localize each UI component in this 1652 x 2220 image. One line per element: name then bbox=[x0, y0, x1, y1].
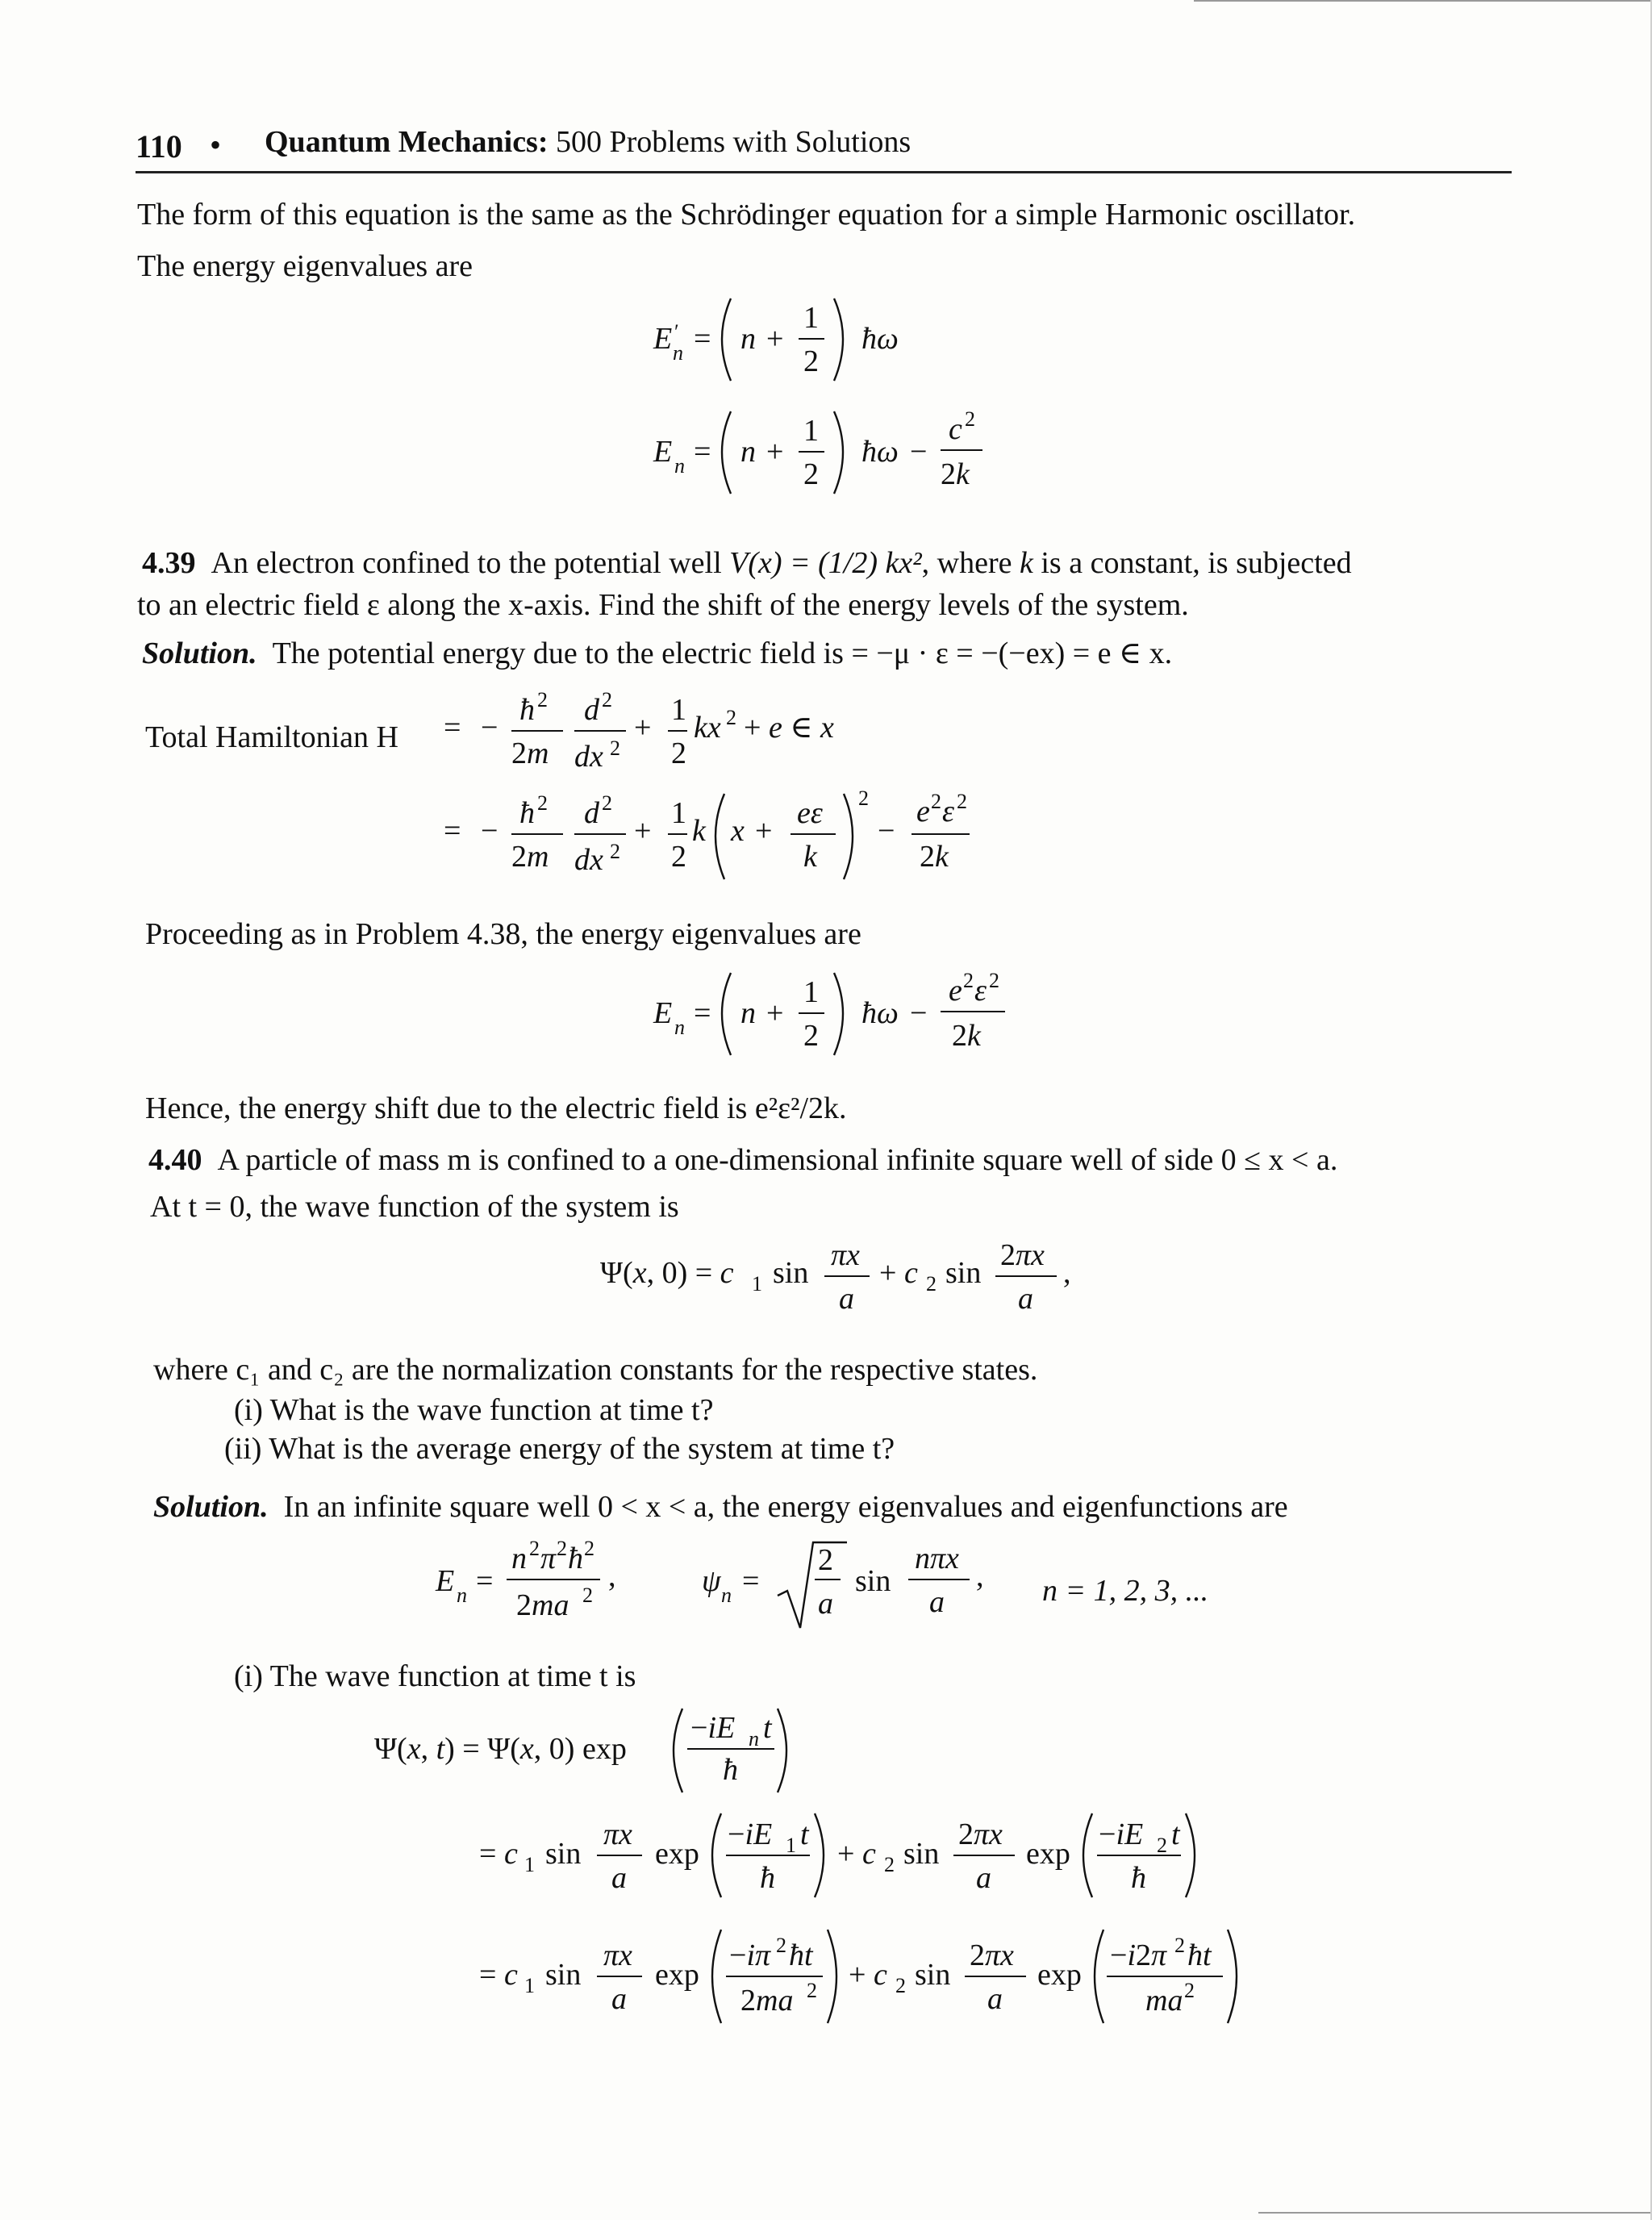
svg-text:ħ: ħ bbox=[519, 693, 535, 727]
svg-text:2: 2 bbox=[931, 790, 941, 813]
svg-text:n: n bbox=[740, 435, 756, 469]
problem-4-39-line-2: to an electric field ε along the x-axis. Find the shift of the energy levels of the system. bbox=[137, 588, 1189, 622]
energy-shift-line: Hence, the energy shift due to the electric field is e²ε²/2k. bbox=[145, 1091, 847, 1125]
svg-text:nπx: nπx bbox=[915, 1542, 959, 1575]
svg-text:1: 1 bbox=[803, 414, 819, 448]
svg-text:ψ: ψ bbox=[702, 1564, 721, 1598]
problem-number: 4.39 bbox=[142, 546, 196, 580]
svg-text:2: 2 bbox=[884, 1853, 895, 1876]
svg-text:sin: sin bbox=[773, 1256, 809, 1290]
svg-text:1: 1 bbox=[671, 693, 686, 727]
svg-text:n: n bbox=[749, 1727, 759, 1751]
solution-label: Solution. bbox=[142, 636, 257, 670]
equation-psi-t-3 bbox=[476, 1923, 1283, 2028]
svg-text:n: n bbox=[674, 454, 685, 478]
svg-text:e: e bbox=[916, 795, 930, 828]
equation-psi-t-2 bbox=[476, 1807, 1218, 1904]
svg-text:2m: 2m bbox=[511, 840, 549, 874]
running-header bbox=[136, 121, 1512, 177]
svg-text:2ma: 2ma bbox=[516, 1588, 569, 1622]
svg-text:2: 2 bbox=[803, 457, 819, 491]
svg-text:n: n bbox=[674, 1016, 685, 1039]
svg-text:2: 2 bbox=[807, 1979, 817, 2002]
intro-line-2: The energy eigenvalues are bbox=[137, 249, 473, 283]
svg-text:d: d bbox=[584, 796, 599, 830]
svg-text:n: n bbox=[740, 996, 756, 1030]
svg-text:a: a bbox=[818, 1587, 833, 1621]
svg-text:2: 2 bbox=[671, 840, 686, 874]
svg-text:a: a bbox=[987, 1982, 1003, 2016]
svg-text:exp: exp bbox=[655, 1958, 699, 1992]
svg-text:,: , bbox=[976, 1559, 984, 1593]
potential-formula: V(x) = (1/2) kx² bbox=[729, 546, 922, 580]
svg-text:+ c: + c bbox=[849, 1958, 887, 1992]
svg-text:2: 2 bbox=[803, 344, 819, 378]
svg-text:n: n bbox=[740, 322, 756, 356]
svg-text:2k: 2k bbox=[920, 840, 949, 874]
svg-text:2: 2 bbox=[803, 1019, 819, 1053]
svg-text:−i2π: −i2π bbox=[1110, 1938, 1167, 1972]
svg-text:a: a bbox=[611, 1982, 627, 2016]
svg-text:=: = bbox=[476, 1564, 494, 1598]
svg-text:2: 2 bbox=[926, 1272, 937, 1296]
svg-text:2ma: 2ma bbox=[740, 1984, 794, 2018]
svg-text:2: 2 bbox=[858, 787, 869, 810]
svg-text:sin: sin bbox=[545, 1958, 582, 1992]
solution-4-39: Solution. The potential energy due to the electric field is = −μ · ε = −(−ex) = e ∈ x. bbox=[142, 636, 1173, 670]
svg-text:2: 2 bbox=[671, 737, 686, 770]
scan-edge-top bbox=[1194, 0, 1652, 2]
svg-text:1: 1 bbox=[786, 1834, 796, 1857]
svg-text:2: 2 bbox=[965, 407, 975, 431]
svg-text:2: 2 bbox=[537, 688, 548, 711]
svg-text:ħω: ħω bbox=[861, 322, 899, 356]
svg-text:ħ: ħ bbox=[760, 1861, 775, 1895]
svg-text:=: = bbox=[742, 1564, 760, 1598]
svg-text:ħω: ħω bbox=[861, 435, 899, 469]
svg-text:+: + bbox=[766, 322, 784, 356]
svg-text:πx: πx bbox=[603, 1817, 632, 1851]
svg-text:=: = bbox=[694, 322, 711, 356]
svg-text:= c: = c bbox=[479, 1958, 518, 1992]
svg-text:a: a bbox=[1018, 1282, 1033, 1316]
svg-text:,: , bbox=[1063, 1256, 1071, 1290]
svg-text:ħω: ħω bbox=[861, 996, 899, 1030]
svg-text:n: n bbox=[457, 1584, 467, 1607]
equation-en-field bbox=[645, 965, 1032, 1070]
svg-text:2: 2 bbox=[963, 969, 974, 992]
header-bullet: • bbox=[210, 127, 222, 163]
svg-text:ħ: ħ bbox=[568, 1542, 583, 1575]
svg-text:−iE: −iE bbox=[690, 1711, 736, 1745]
part-i-line: (i) The wave function at time t is bbox=[234, 1659, 636, 1693]
svg-text:2: 2 bbox=[529, 1537, 540, 1560]
svg-text:2: 2 bbox=[557, 1537, 567, 1560]
svg-text:c: c bbox=[949, 412, 962, 446]
svg-text:1: 1 bbox=[524, 1853, 535, 1876]
svg-text:E: E bbox=[653, 435, 673, 469]
svg-text:ħt: ħt bbox=[1187, 1938, 1212, 1972]
svg-text:−: − bbox=[878, 814, 895, 848]
svg-text:sin: sin bbox=[915, 1958, 951, 1992]
svg-text:a: a bbox=[976, 1861, 991, 1895]
solution-4-40: Solution. In an infinite square well 0 < x < a, the energy eigenvalues and eigenfunctions are bbox=[153, 1490, 1288, 1524]
svg-text:2πx: 2πx bbox=[1000, 1238, 1045, 1272]
svg-text:2: 2 bbox=[957, 790, 967, 813]
n-values: n = 1, 2, 3, ... bbox=[1042, 1574, 1209, 1608]
svg-text:Ψ(x, t) = Ψ(x, 0) exp: Ψ(x, t) = Ψ(x, 0) exp bbox=[374, 1732, 627, 1766]
svg-text:n: n bbox=[511, 1542, 527, 1575]
svg-text:−iπ: −iπ bbox=[729, 1938, 771, 1972]
svg-text:a: a bbox=[839, 1282, 854, 1316]
svg-text:t: t bbox=[763, 1711, 772, 1745]
svg-text:E: E bbox=[436, 1564, 455, 1598]
svg-text:2: 2 bbox=[584, 1537, 594, 1560]
svg-text:−: − bbox=[481, 711, 499, 745]
svg-text:ma: ma bbox=[1145, 1984, 1183, 2018]
normalization-line: where c₁ and c₂ are the normalization constants for the respective states. bbox=[153, 1353, 1038, 1387]
svg-text:Ψ(x, 0) = c: Ψ(x, 0) = c bbox=[600, 1256, 734, 1290]
svg-text:sin: sin bbox=[903, 1837, 940, 1871]
scan-edge-bottom bbox=[1258, 2212, 1652, 2214]
svg-text:2: 2 bbox=[582, 1584, 593, 1607]
svg-text:d: d bbox=[584, 693, 599, 727]
svg-text:=: = bbox=[444, 814, 461, 848]
svg-text:−: − bbox=[910, 996, 928, 1030]
proceeding-line: Proceeding as in Problem 4.38, the energy eigenvalues are bbox=[145, 917, 861, 951]
svg-text:2: 2 bbox=[989, 969, 999, 992]
svg-text:exp: exp bbox=[1026, 1837, 1070, 1871]
svg-text:2: 2 bbox=[602, 791, 612, 815]
intro-line-1: The form of this equation is the same as the Schrödinger equation for a simple Harmonic oscillator. bbox=[137, 198, 1356, 232]
problem-number: 4.40 bbox=[148, 1143, 202, 1177]
svg-text:1: 1 bbox=[752, 1272, 762, 1296]
svg-text:=: = bbox=[444, 711, 461, 745]
svg-text:2: 2 bbox=[1184, 1979, 1195, 2002]
equation-psi-t-1 bbox=[371, 1702, 823, 1799]
svg-text:2: 2 bbox=[818, 1543, 833, 1577]
svg-text:′: ′ bbox=[674, 320, 679, 344]
equation-psi-initial bbox=[597, 1229, 1129, 1326]
svg-text:sin: sin bbox=[545, 1837, 582, 1871]
svg-text:−: − bbox=[910, 435, 928, 469]
svg-text:=: = bbox=[694, 996, 711, 1030]
svg-text:2m: 2m bbox=[511, 737, 549, 770]
svg-text:k: k bbox=[803, 840, 817, 874]
problem-4-40-line-2: At t = 0, the wave function of the system is bbox=[150, 1190, 679, 1224]
svg-text:E: E bbox=[653, 322, 673, 356]
svg-text:πx: πx bbox=[831, 1238, 860, 1272]
svg-text:a: a bbox=[929, 1585, 945, 1619]
svg-text:ħ: ħ bbox=[1131, 1861, 1146, 1895]
book-title: Quantum Mechanics: 500 Problems with Solutions bbox=[265, 125, 912, 159]
svg-text:2: 2 bbox=[1157, 1834, 1167, 1857]
svg-text:+: + bbox=[766, 996, 784, 1030]
svg-text:+ e ∈ x: + e ∈ x bbox=[744, 711, 834, 745]
svg-text:x: x bbox=[731, 814, 745, 848]
solution-label: Solution. bbox=[153, 1490, 269, 1524]
svg-text:2πx: 2πx bbox=[970, 1938, 1014, 1972]
svg-text:E: E bbox=[653, 996, 673, 1030]
header-rule bbox=[136, 171, 1512, 173]
svg-text:1: 1 bbox=[524, 1974, 535, 1997]
svg-text:n: n bbox=[721, 1584, 732, 1607]
svg-text:2: 2 bbox=[726, 706, 736, 729]
problem-4-40-line-1: 4.40 A particle of mass m is confined to a one-dimensional infinite square well of side 0 ≤ x < a. bbox=[148, 1143, 1338, 1177]
svg-text:dx: dx bbox=[574, 843, 603, 877]
svg-text:ħ: ħ bbox=[723, 1753, 738, 1787]
svg-text:−iE: −iE bbox=[1099, 1817, 1144, 1851]
svg-text:n: n bbox=[673, 341, 683, 365]
svg-text:exp: exp bbox=[655, 1837, 699, 1871]
svg-text:exp: exp bbox=[1037, 1958, 1082, 1992]
svg-text:sin: sin bbox=[945, 1256, 982, 1290]
svg-text:t: t bbox=[800, 1817, 809, 1851]
svg-text:sin: sin bbox=[855, 1564, 891, 1598]
page-number: 110 bbox=[136, 128, 182, 165]
svg-text:dx: dx bbox=[574, 740, 603, 774]
svg-text:2: 2 bbox=[602, 688, 612, 711]
svg-text:=: = bbox=[694, 435, 711, 469]
svg-text:2: 2 bbox=[610, 737, 620, 760]
svg-text:−iE: −iE bbox=[728, 1817, 773, 1851]
hamiltonian-label: Total Hamiltonian H bbox=[145, 720, 398, 754]
svg-text:π: π bbox=[540, 1542, 557, 1575]
svg-text:k: k bbox=[692, 814, 706, 848]
svg-text:,: , bbox=[608, 1559, 616, 1593]
equation-en bbox=[645, 403, 1016, 508]
svg-text:2: 2 bbox=[895, 1974, 906, 1997]
svg-text:eε: eε bbox=[797, 796, 823, 830]
svg-text:ħt: ħt bbox=[789, 1938, 813, 1972]
svg-text:2k: 2k bbox=[941, 457, 970, 491]
svg-text:+: + bbox=[634, 711, 652, 745]
svg-text:2: 2 bbox=[1174, 1934, 1185, 1957]
svg-text:2: 2 bbox=[537, 791, 548, 815]
svg-text:1: 1 bbox=[803, 301, 819, 335]
svg-text:πx: πx bbox=[603, 1938, 632, 1972]
svg-text:+: + bbox=[634, 814, 652, 848]
svg-text:+ c: + c bbox=[837, 1837, 876, 1871]
svg-text:+ c: + c bbox=[879, 1256, 918, 1290]
svg-text:e: e bbox=[949, 974, 962, 1008]
equation-hamiltonian-2 bbox=[436, 787, 1000, 892]
question-i: (i) What is the wave function at time t? bbox=[234, 1393, 714, 1427]
svg-text:a: a bbox=[611, 1861, 627, 1895]
svg-text:1: 1 bbox=[803, 975, 819, 1009]
equation-hamiltonian-1 bbox=[436, 686, 887, 782]
svg-text:t: t bbox=[1171, 1817, 1180, 1851]
svg-text:+: + bbox=[766, 435, 784, 469]
svg-text:1: 1 bbox=[671, 796, 686, 830]
svg-text:2πx: 2πx bbox=[958, 1817, 1003, 1851]
svg-text:−: − bbox=[481, 814, 499, 848]
svg-text:2: 2 bbox=[776, 1934, 786, 1957]
problem-4-39-line-1: 4.39 An electron confined to the potential well V(x) = (1/2) kx², where k is a constant, is subjected bbox=[142, 546, 1352, 580]
svg-text:= c: = c bbox=[479, 1837, 518, 1871]
question-ii: (ii) What is the average energy of the system at time t? bbox=[224, 1432, 895, 1466]
svg-text:2: 2 bbox=[610, 840, 620, 863]
svg-text:+: + bbox=[755, 814, 773, 848]
svg-text:ε: ε bbox=[942, 795, 954, 828]
svg-text:ħ: ħ bbox=[519, 796, 535, 830]
svg-text:kx: kx bbox=[694, 711, 721, 745]
equation-en-prime bbox=[645, 290, 984, 387]
svg-text:ε: ε bbox=[974, 974, 987, 1008]
svg-text:2k: 2k bbox=[952, 1019, 981, 1053]
